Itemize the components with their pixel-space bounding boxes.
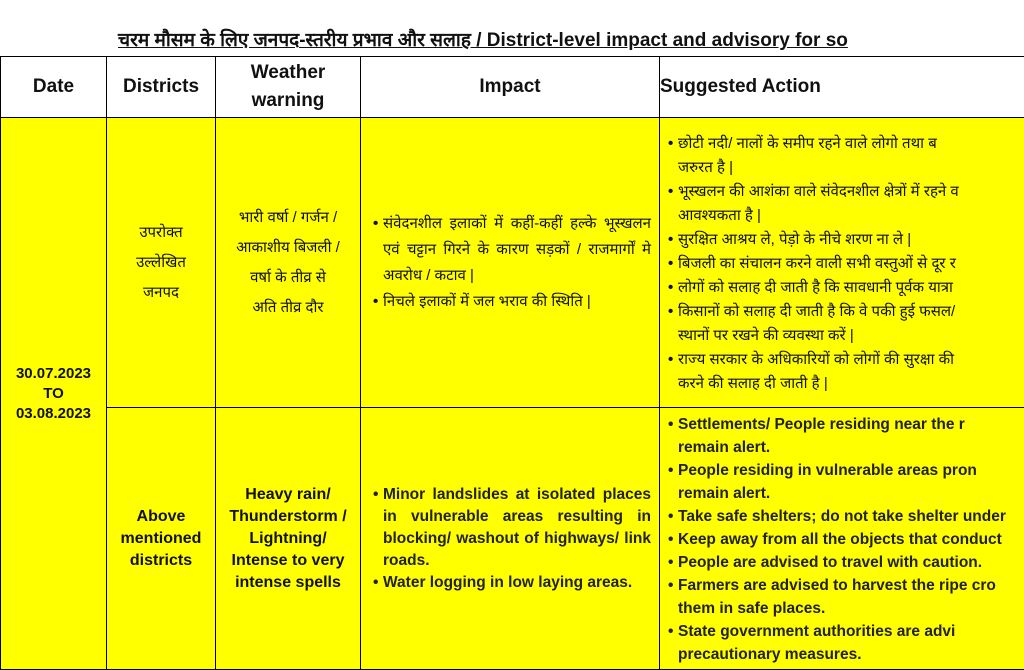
action-line: • बिजली का संचालन करने वाली सभी वस्तुओं से दूर र: [678, 252, 1024, 276]
warning-line: Heavy rain/: [245, 486, 330, 503]
warning-line: Thunderstorm /: [229, 508, 346, 525]
action-line: remain alert.: [678, 436, 1024, 459]
action-cell-hindi: [660, 118, 1024, 408]
action-line: जरुरत है |: [678, 156, 1024, 180]
action-line: remain alert.: [678, 482, 1024, 505]
list-item: [668, 228, 1024, 252]
action-line: • छोटी नदी/ नालों के समीप रहने वाले लोगो तथा ब: [678, 132, 1024, 156]
table-row-hindi: [1, 118, 1024, 408]
action-line: precautionary measures.: [678, 643, 1024, 666]
list-item: • Water logging in low laying areas.: [373, 572, 651, 594]
list-item: • निचले इलाकों में जल भराव की स्थिति |: [373, 289, 651, 315]
page-title: चरम मौसम के लिए जनपद-स्तरीय प्रभाव और सलाह / District-level impact and advisory for so: [118, 26, 1024, 52]
impact-cell-english: [361, 408, 660, 670]
table-row-english: [1, 408, 1024, 670]
date-cell: [1, 118, 107, 670]
warning-line: intense spells: [235, 574, 341, 591]
list-item: [668, 459, 1024, 505]
header-date: Date: [1, 57, 107, 118]
action-list-hindi: [660, 130, 1024, 396]
header-row: [1, 57, 1024, 118]
list-item: [668, 505, 1024, 528]
action-line: • सुरक्षित आश्रय ले, पेड़ो के नीचे शरण ना ले |: [678, 228, 1024, 252]
warning-line: आकाशीय बिजली /: [236, 239, 340, 256]
impact-list-hindi: [361, 211, 659, 315]
action-line: करने की सलाह दी जाती है |: [678, 372, 1024, 396]
action-line: • Settlements/ People residing near the r: [678, 413, 1024, 436]
action-line: आवश्यकता है |: [678, 204, 1024, 228]
districts-line: उपरोक्त: [139, 224, 182, 241]
action-line: • State government authorities are advi: [678, 620, 1024, 643]
list-item: • Minor landslides at isolated places in vulnerable areas resulting in blocking/ washout of highways/ link roads.: [373, 484, 651, 572]
warning-cell-english: [216, 408, 361, 670]
warning-cell-hindi: [216, 118, 361, 408]
action-line: • राज्य सरकार के अधिकारियों को लोगों की सुरक्षा की: [678, 348, 1024, 372]
action-line: • Farmers are advised to harvest the ripe cro: [678, 574, 1024, 597]
list-item: [668, 574, 1024, 620]
advisory-table: [0, 56, 1024, 670]
impact-list-english: [361, 484, 659, 594]
districts-line: Above: [137, 508, 186, 525]
action-line: • भूस्खलन की आशंका वाले संवेदनशील क्षेत्रों में रहने व: [678, 180, 1024, 204]
list-item: [668, 276, 1024, 300]
districts-cell-english: [107, 408, 216, 670]
districts-line: districts: [130, 552, 192, 569]
action-line: स्थानों पर रखने की व्यवस्था करें |: [678, 324, 1024, 348]
list-item: [668, 132, 1024, 180]
action-line: • People are advised to travel with caution.: [678, 551, 1024, 574]
action-line: • Keep away from all the objects that conduct: [678, 528, 1024, 551]
header-districts: Districts: [107, 57, 216, 118]
header-weather-warning: [216, 57, 361, 118]
warning-line: अति तीव्र दौर: [253, 299, 324, 316]
action-line: • लोगों को सलाह दी जाती है कि सावधानी पूर्वक यात्रा: [678, 276, 1024, 300]
districts-line: उल्लेखित: [136, 254, 186, 271]
header-weather-warning-line-2: warning: [252, 90, 325, 111]
header-impact: Impact: [361, 57, 660, 118]
districts-line: जनपद: [143, 284, 179, 301]
action-list-english: [660, 411, 1024, 666]
list-item: [668, 300, 1024, 348]
date-to: 03.08.2023: [16, 405, 91, 422]
list-item: [668, 348, 1024, 396]
action-line: them in safe places.: [678, 597, 1024, 620]
action-cell-english: [660, 408, 1024, 670]
action-line: • Take safe shelters; do not take shelter under: [678, 505, 1024, 528]
list-item: • संवेदनशील इलाकों में कहीं-कहीं हल्के भूस्खलन एवं चट्टान गिरने के कारण सड़कों / राजमार्गों मे अवरोध / कटाव |: [373, 211, 651, 289]
warning-line: Lightning/: [249, 530, 326, 547]
action-line: • People residing in vulnerable areas pron: [678, 459, 1024, 482]
header-weather-warning-line-1: Weather: [251, 62, 326, 83]
list-item: [668, 528, 1024, 551]
impact-cell-hindi: [361, 118, 660, 408]
list-item: [668, 620, 1024, 666]
warning-line: भारी वर्षा / गर्जन /: [239, 209, 337, 226]
warning-line: वर्षा के तीव्र से: [250, 269, 326, 286]
action-line: • किसानों को सलाह दी जाती है कि वे पकी हुई फसल/: [678, 300, 1024, 324]
warning-line: Intense to very: [232, 552, 345, 569]
list-item: [668, 252, 1024, 276]
list-item: [668, 413, 1024, 459]
list-item: [668, 551, 1024, 574]
date-to-word: TO: [43, 385, 64, 402]
header-suggested-action: Suggested Action: [660, 57, 1024, 118]
districts-line: mentioned: [121, 530, 202, 547]
list-item: [668, 180, 1024, 228]
districts-cell-hindi: [107, 118, 216, 408]
date-from: 30.07.2023: [16, 365, 91, 382]
